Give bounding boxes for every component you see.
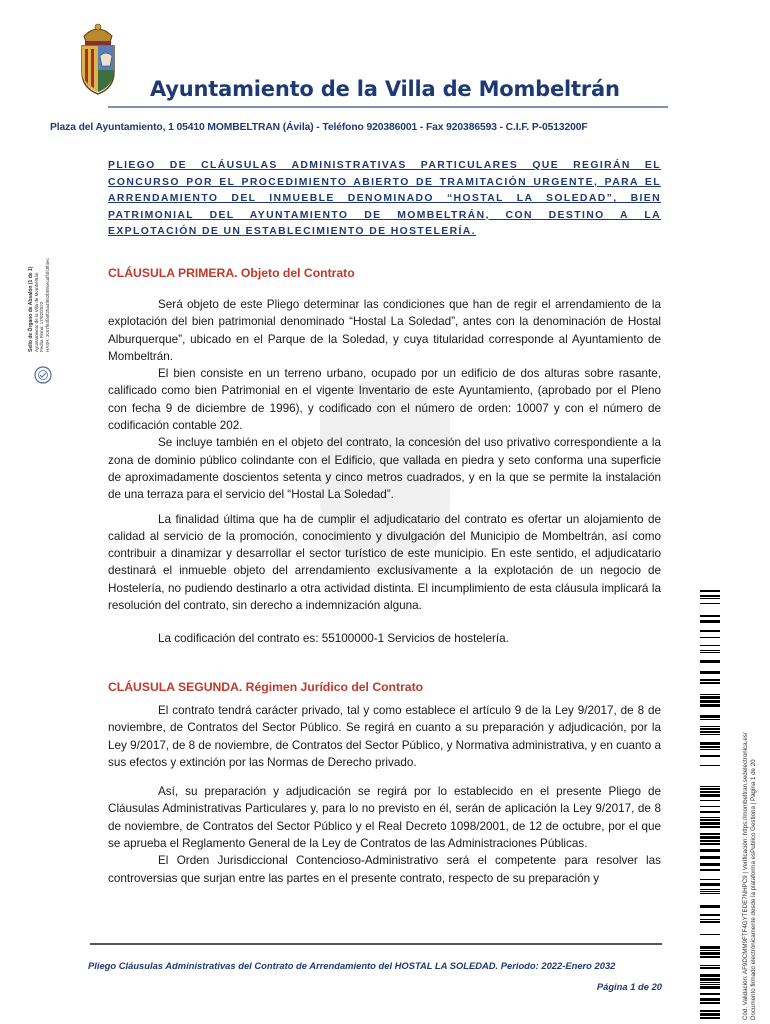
clause-1-paragraph: Será objeto de este Pliego determinar las condiciones que han de regir el arrendamiento de la explotación del bien patrimonial denominado “Hostal La Soledad”, antes con la denominación de Hostal Alburquerque”, ubicado en el Parque de la Soledad, y cuya titularidad corresponde al Ayuntamiento de Mombeltrán. <box>108 298 661 363</box>
seal-logo-icon <box>34 366 52 384</box>
footer-text: Pliego Cláusulas Administrativas del Contrato de Arrendamiento del HOSTAL LA SOLEDAD. Periodo: 2022-Enero 2032 <box>88 960 616 971</box>
town-crest-icon <box>76 22 120 96</box>
verification-text <box>742 732 758 1020</box>
document-title: PLIEGO DE CLÁUSULAS ADMINISTRATIVAS PARTICULARES QUE REGIRÁN EL CONCURSO POR EL PROCEDIMIENTO ABIERTO DE TRAMITACIÓN URGENTE, PARA EL ARRENDAMIENTO DEL INMUEBLE DENOMINADO “HOSTAL LA SOLEDAD”, BIEN PATRIMONIAL DEL AYUNTAMIENTO DE MOMBELTRÁN, CON DESTINO A LA EXPLOTACIÓN DE UN ESTABLECIMIENTO DE HOSTELERÍA. <box>108 160 661 238</box>
verification-barcode-icon <box>700 590 720 1020</box>
page-number: Página 1 de 20 <box>596 981 662 992</box>
clause-1-codification <box>108 630 661 647</box>
clause-2-heading: CLÁUSULA SEGUNDA. Régimen Jurídico del Contrato <box>108 680 424 694</box>
seal-title: Sello de Órgano de Absalón (1 de 1) <box>28 266 34 352</box>
clause-1-paragraph: La codificación del contrato es: 55100000-1 Servicios de hostelería. <box>158 632 509 645</box>
clause-1-body <box>108 296 661 614</box>
clause-2-body <box>108 702 661 887</box>
verification-line-1: Cód. Validación: AF9DCMM9FTF4GYTEDE7NHPC9 | Verificación: https://mombeltran.sedelectronica.es/ <box>742 732 749 1020</box>
header-divider <box>108 106 668 108</box>
verification-line-2: Documento firmado electrónicamente desde la plataforma esPublico Gestiona | Página 1 de 20 <box>750 759 757 1020</box>
electronic-seal-block <box>28 232 50 352</box>
clause-1-paragraph: Se incluye también en el objeto del contrato, la concesión del uso privativo correspondiente a la zona de dominio público colindante con el Edificio, que vallada en piedra y seto conforma una superficie de aproximadamente doscientos setenta y cinco metros cuadrados, y en la que se permite la instalación de una terraza para el servicio del “Hostal La Soledad”. <box>108 436 661 502</box>
clause-2-paragraph: Así, su preparación y adjudicación se regirá por lo establecido en el presente Pliego de Cláusulas Administrativas Particulares y, para lo no previsto en él, serán de aplicación la Ley 9/2017, de 8 de noviembre, de Contratos del Sector Público y el Real Decreto 1098/2001, de 12 de octubre, por el que se aprueba el Reglamento General de la Ley de Contratos de las Administraciones Públicas. <box>108 785 661 851</box>
seal-line-2: Fecha Firma: 17/02/2022 <box>39 301 45 352</box>
clause-1-heading: CLÁUSULA PRIMERA. Objeto del Contrato <box>108 266 355 280</box>
clause-2-paragraph: El contrato tendrá carácter privado, tal y como establece el artículo 9 de la Ley 9/2017, de 8 de noviembre, de Contratos del Sector Público. Se regirá en cuanto a su preparación y adjudicación, por la Ley 9/2017, de 8 de noviembre, de Contratos del Sector Público, y Normativa administrativa, y en cuanto a sus efectos y extinción por las Normas de Derecho privado. <box>108 704 661 769</box>
town-title: Ayuntamiento de la Villa de Mombeltrán <box>150 77 620 101</box>
clause-2-paragraph: El Orden Jurisdiccional Contencioso-Administrativo será el competente para resolver las controversias que surjan entre las partes en el presente contrato, respecto de su preparación y <box>108 854 661 885</box>
address-line: Plaza del Ayuntamiento, 1 05410 MOMBELTRAN (Ávila) - Teléfono 920386001 - Fax 920386593 - C.I.F. P-0513200F <box>50 122 588 133</box>
footer-divider <box>90 943 662 945</box>
clause-1-paragraph: La finalidad última que ha de cumplir el adjudicatario del contrato es ofertar un alojamiento de calidad al servicio de la promoción, conocimiento y divulgación del Municipio de Mombeltrán, así como contribuir a dinamizar y desarrollar el sector turístico de este municipio. En este sentido, el adjudicatario destinará el inmueble objeto del arrendamiento exclusivamente a la explotación de un negocio de Hostelería, no pudiendo destinarlo a otra actividad distinta. El incumplimiento de esta cláusula implicará la resolución del contrato, sin derecho a indemnización alguna. <box>108 512 661 613</box>
seal-line-3: HASH: 3c57f64fa0f25a4f652b09cecaff4fc8f4ec <box>44 258 50 352</box>
clause-1-paragraph: El bien consiste en un terreno urbano, ocupado por un edificio de dos alturas sobre rasante, calificado como bien Patrimonial en el vigente Inventario de este Ayuntamiento, (aprobado por el Pleno con fecha 9 de diciembre de 1996), y codificado con el número de orden: 10007 y con el número de codificación contable 202. <box>108 367 661 433</box>
seal-line-1: Ayuntamiento de la Villa de Mombeltrán <box>34 272 40 352</box>
